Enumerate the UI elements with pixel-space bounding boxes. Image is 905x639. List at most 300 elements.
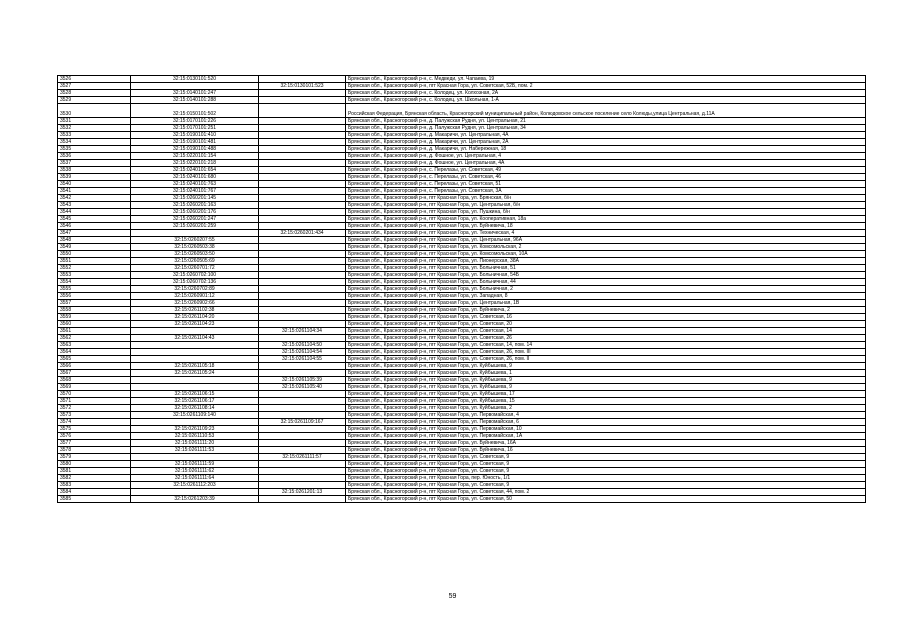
row-number-cell: 3569 xyxy=(58,384,131,391)
table-row xyxy=(58,104,866,118)
address-cell: Брянская обл., Красногорский р-н, пгт Красная Гора, ул. Куйбышева, 9 xyxy=(346,363,866,370)
cadastral-number-cell: 32:15:0261112:203 xyxy=(131,482,259,489)
cadastral-number-cell: 32:15:0130101:520 xyxy=(131,76,259,83)
row-number-cell: 3570 xyxy=(58,391,131,398)
row-number-cell: 3536 xyxy=(58,153,131,160)
table-row xyxy=(58,468,866,475)
cadastral-number-secondary-cell: 32:15:0261105:39 xyxy=(259,377,346,384)
row-number-cell: 3542 xyxy=(58,195,131,202)
row-number-cell: 3562 xyxy=(58,335,131,342)
row-number-cell: 3578 xyxy=(58,447,131,454)
cadastral-number-cell: 32:15:0261109:140 xyxy=(131,412,259,419)
cadastral-number-secondary-cell xyxy=(259,90,346,97)
row-number-cell: 3556 xyxy=(58,293,131,300)
address-cell: Брянская обл., Красногорский р-н, д. Макаричи, ул. Набережная, 18 xyxy=(346,146,866,153)
cadastral-number-cell: 32:15:0220101:218 xyxy=(131,160,259,167)
table-row xyxy=(58,412,866,419)
cadastral-number-cell xyxy=(131,349,259,356)
row-number-cell: 3571 xyxy=(58,398,131,405)
row-number-cell: 3560 xyxy=(58,321,131,328)
row-number-cell: 3565 xyxy=(58,356,131,363)
cadastral-number-secondary-cell xyxy=(259,433,346,440)
row-number-cell: 3527 xyxy=(58,83,131,90)
address-cell: Брянская обл., Красногорский р-н, пгт Красная Гора, ул. Кооперативная, 18а xyxy=(346,216,866,223)
table-row xyxy=(58,433,866,440)
table-row xyxy=(58,426,866,433)
cadastral-number-cell: 32:15:0261104:43 xyxy=(131,335,259,342)
row-number-cell: 3555 xyxy=(58,286,131,293)
cadastral-number-cell: 32:15:0260201:163 xyxy=(131,202,259,209)
address-cell: Брянская обл., Красногорский р-н, пгт Красная Гора, ул. Первомайская, 6 xyxy=(346,419,866,426)
address-cell: Российская Федерация, Брянская область, Красногорский муниципальный район, Колюдовское сельское поселение село Колюды,улица Центральная, д.11А xyxy=(346,104,866,118)
cadastral-number-secondary-cell xyxy=(259,363,346,370)
cadastral-number-cell xyxy=(131,454,259,461)
cadastral-number-cell: 32:15:0240101:680 xyxy=(131,174,259,181)
table-row xyxy=(58,265,866,272)
row-number-cell: 3547 xyxy=(58,230,131,237)
table-row xyxy=(58,125,866,132)
table-row xyxy=(58,202,866,209)
table-row xyxy=(58,230,866,237)
table-row xyxy=(58,489,866,496)
page-number: 59 xyxy=(448,593,457,600)
cadastral-number-cell: 32:15:0260201:145 xyxy=(131,195,259,202)
row-number-cell: 3540 xyxy=(58,181,131,188)
address-cell: Брянская обл., Красногорский р-н, пгт Красная Гора, ул. Советская, 9 xyxy=(346,461,866,468)
row-number-cell: 3572 xyxy=(58,405,131,412)
cadastral-number-secondary-cell xyxy=(259,307,346,314)
cadastral-number-cell: 32:15:0150101:502 xyxy=(131,104,259,118)
cadastral-number-secondary-cell xyxy=(259,167,346,174)
address-cell: Брянская обл., Красногорский р-н, пгт Красная Гора, ул. Советская, 9 xyxy=(346,468,866,475)
address-cell: Брянская обл., Красногорский р-н, пгт Красная Гора, пер. Юность, 1/1 xyxy=(346,475,866,482)
table-row xyxy=(58,475,866,482)
address-cell: Брянская обл., Красногорский р-н, пгт Красная Гора, ул. Куйбышева, 17 xyxy=(346,391,866,398)
address-cell: Брянская обл., Красногорский р-н, пгт Красная Гора, ул. Буйневича, 2 xyxy=(346,307,866,314)
cadastral-number-secondary-cell xyxy=(259,160,346,167)
cadastral-number-secondary-cell xyxy=(259,300,346,307)
cadastral-number-cell: 32:15:0190101:410 xyxy=(131,132,259,139)
address-cell: Брянская обл., Красногорский р-н, пгт Красная Гора, ул. Центральная, 1В xyxy=(346,300,866,307)
address-cell: Брянская обл., Красногорский р-н, пгт Красная Гора, ул. Больничная, 44 xyxy=(346,279,866,286)
table-row xyxy=(58,181,866,188)
row-number-cell: 3579 xyxy=(58,454,131,461)
cadastral-number-cell: 32:15:0261106:15 xyxy=(131,391,259,398)
table-row xyxy=(58,384,866,391)
address-cell: Брянская обл., Красногорский р-н, с. Медведи, ул. Чапаева, 19 xyxy=(346,76,866,83)
cadastral-number-secondary-cell xyxy=(259,181,346,188)
table-row xyxy=(58,174,866,181)
table-row xyxy=(58,286,866,293)
row-number-cell: 3577 xyxy=(58,440,131,447)
row-number-cell: 3561 xyxy=(58,328,131,335)
cadastral-number-secondary-cell xyxy=(259,405,346,412)
address-cell: Брянская обл., Красногорский р-н, пгт Красная Гора, ул. Советская, 50 xyxy=(346,496,866,503)
cadastral-number-cell xyxy=(131,83,259,90)
cadastral-number-secondary-cell xyxy=(259,209,346,216)
cadastral-number-cell: 32:15:0260505:69 xyxy=(131,258,259,265)
cadastral-number-cell: 32:15:0140101:247 xyxy=(131,90,259,97)
cadastral-number-cell xyxy=(131,489,259,496)
table-row xyxy=(58,118,866,125)
cadastral-number-cell: 32:15:0190101:481 xyxy=(131,139,259,146)
address-cell: Брянская обл., Красногорский р-н, д. Фошное, ул. Центральная, 4А xyxy=(346,160,866,167)
cadastral-number-cell: 32:15:0240101:767 xyxy=(131,188,259,195)
table-row xyxy=(58,76,866,83)
address-cell: Брянская обл., Красногорский р-н, д. Макаричи, ул. Центральная, 4А xyxy=(346,132,866,139)
row-number-cell: 3563 xyxy=(58,342,131,349)
address-cell: Брянская обл., Красногорский р-н, пгт Красная Гора, ул. Советская, 9 xyxy=(346,454,866,461)
cadastral-number-secondary-cell xyxy=(259,195,346,202)
row-number-cell: 3532 xyxy=(58,125,131,132)
address-cell: Брянская обл., Красногорский р-н, пгт Красная Гора, ул. Первомайская, 1А xyxy=(346,433,866,440)
table-row xyxy=(58,153,866,160)
cadastral-number-cell: 32:15:0260901:12 xyxy=(131,293,259,300)
cadastral-number-secondary-cell xyxy=(259,426,346,433)
cadastral-number-secondary-cell: 32:15:0261104:55 xyxy=(259,356,346,363)
cadastral-number-secondary-cell xyxy=(259,398,346,405)
table-row xyxy=(58,447,866,454)
table-row xyxy=(58,209,866,216)
table-row xyxy=(58,272,866,279)
table-row xyxy=(58,139,866,146)
cadastral-number-cell xyxy=(131,230,259,237)
cadastral-number-cell: 32:15:0261110:53 xyxy=(131,433,259,440)
cadastral-number-cell xyxy=(131,328,259,335)
address-cell: Брянская обл., Красногорский р-н, д. Макаричи, ул. Центральная, 2А xyxy=(346,139,866,146)
row-number-cell: 3530 xyxy=(58,104,131,118)
row-number-cell: 3581 xyxy=(58,468,131,475)
address-cell: Брянская обл., Красногорский р-н, д. Палужская Рудня, ул. Центральная, 21 xyxy=(346,118,866,125)
address-cell: Брянская обл., Красногорский р-н, с. Перелазы, ул. Советская, 51 xyxy=(346,181,866,188)
row-number-cell: 3582 xyxy=(58,475,131,482)
cadastral-number-secondary-cell xyxy=(259,370,346,377)
cadastral-number-cell: 32:15:0260503:38 xyxy=(131,244,259,251)
cadastral-number-secondary-cell xyxy=(259,223,346,230)
row-number-cell: 3528 xyxy=(58,90,131,97)
table-row xyxy=(58,223,866,230)
table-row xyxy=(58,216,866,223)
cadastral-number-secondary-cell xyxy=(259,258,346,265)
table-row xyxy=(58,496,866,503)
cadastral-number-secondary-cell xyxy=(259,76,346,83)
cadastral-number-secondary-cell xyxy=(259,321,346,328)
cadastral-number-secondary-cell xyxy=(259,272,346,279)
address-cell: Брянская обл., Красногорский р-н, пгт Красная Гора, ул. Советская, 26, пом. III xyxy=(346,349,866,356)
table-row xyxy=(58,90,866,97)
cadastral-number-secondary-cell xyxy=(259,244,346,251)
row-number-cell: 3544 xyxy=(58,209,131,216)
address-cell: Брянская обл., Красногорский р-н, пгт Красная Гора, ул. Больничная, 54Б xyxy=(346,272,866,279)
cadastral-number-secondary-cell xyxy=(259,202,346,209)
table-row xyxy=(58,328,866,335)
cadastral-number-cell: 32:15:0140101:288 xyxy=(131,97,259,104)
cadastral-number-secondary-cell: 32:15:0130101:523 xyxy=(259,83,346,90)
address-cell: Брянская обл., Красногорский р-н, пгт Красная Гора, ул. Советская, 14, пом. 14 xyxy=(346,342,866,349)
row-number-cell: 3580 xyxy=(58,461,131,468)
address-cell: Брянская обл., Красногорский р-н, с. Перелазы, ул. Советская, 46 xyxy=(346,174,866,181)
cadastral-number-cell: 32:15:0261105:24 xyxy=(131,370,259,377)
table-row xyxy=(58,160,866,167)
cadastral-number-cell: 32:15:0261111:53 xyxy=(131,447,259,454)
row-number-cell: 3559 xyxy=(58,314,131,321)
cadastral-number-secondary-cell xyxy=(259,97,346,104)
table-row xyxy=(58,349,866,356)
row-number-cell: 3557 xyxy=(58,300,131,307)
address-cell: Брянская обл., Красногорский р-н, пгт Красная Гора, ул. Техническая, 4 xyxy=(346,230,866,237)
row-number-cell: 3566 xyxy=(58,363,131,370)
table-row xyxy=(58,405,866,412)
table-row xyxy=(58,370,866,377)
row-number-cell: 3550 xyxy=(58,251,131,258)
cadastral-number-cell: 32:15:0261105:18 xyxy=(131,363,259,370)
address-cell: Брянская обл., Красногорский р-н, пгт Красная Гора, ул. Советская, 14 xyxy=(346,328,866,335)
address-cell: Брянская обл., Красногорский р-н, пгт Красная Гора, ул. Центральная, б/н xyxy=(346,202,866,209)
cadastral-number-secondary-cell xyxy=(259,104,346,118)
cadastral-number-cell: 32:15:0261203:39 xyxy=(131,496,259,503)
row-number-cell: 3526 xyxy=(58,76,131,83)
address-cell: Брянская обл., Красногорский р-н, пгт Красная Гора, ул. Советская, 52Б, пом. 2 xyxy=(346,83,866,90)
row-number-cell: 3537 xyxy=(58,160,131,167)
cadastral-number-secondary-cell xyxy=(259,412,346,419)
table-row xyxy=(58,146,866,153)
cadastral-number-cell xyxy=(131,384,259,391)
cadastral-number-cell: 32:15:0190101:488 xyxy=(131,146,259,153)
cadastral-number-secondary-cell xyxy=(259,251,346,258)
table-row xyxy=(58,300,866,307)
cadastral-number-cell: 32:15:0261111:20 xyxy=(131,440,259,447)
table-row xyxy=(58,342,866,349)
row-number-cell: 3584 xyxy=(58,489,131,496)
cadastral-number-cell: 32:15:0261109:23 xyxy=(131,426,259,433)
address-cell: Брянская обл., Красногорский р-н, пгт Красная Гора, ул. Куйбышева, 9 xyxy=(346,377,866,384)
cadastral-number-secondary-cell xyxy=(259,132,346,139)
address-cell: Брянская обл., Красногорский р-н, пгт Красная Гора, ул. Комсомольская, 2 xyxy=(346,244,866,251)
address-cell: Брянская обл., Красногорский р-н, пгт Красная Гора, ул. Больничная, 51 xyxy=(346,265,866,272)
table-row xyxy=(58,251,866,258)
cadastral-number-secondary-cell: 32:15:0261109:167 xyxy=(259,419,346,426)
row-number-cell: 3583 xyxy=(58,482,131,489)
address-cell: Брянская обл., Красногорский р-н, с. Перелазы, ул. Советская, 3А xyxy=(346,188,866,195)
row-number-cell: 3574 xyxy=(58,419,131,426)
cadastral-number-cell: 32:15:0240101:763 xyxy=(131,181,259,188)
cadastral-number-cell: 32:15:0261111:59 xyxy=(131,461,259,468)
table-row xyxy=(58,335,866,342)
cadastral-number-secondary-cell: 32:15:0261104:54 xyxy=(259,349,346,356)
table-row xyxy=(58,440,866,447)
cadastral-number-secondary-cell xyxy=(259,391,346,398)
table-row xyxy=(58,97,866,104)
table-row xyxy=(58,398,866,405)
cadastral-number-secondary-cell: 32:15:0261104:50 xyxy=(259,342,346,349)
cadastral-number-secondary-cell xyxy=(259,125,346,132)
address-cell: Брянская обл., Красногорский р-н, пгт Красная Гора, ул. Комсомольская, 10А xyxy=(346,251,866,258)
cadastral-number-secondary-cell xyxy=(259,314,346,321)
row-number-cell: 3551 xyxy=(58,258,131,265)
cadastral-number-cell: 32:15:0261102:38 xyxy=(131,307,259,314)
address-cell: Брянская обл., Красногорский р-н, с. Колодец, ул. Школьная, 1-А xyxy=(346,97,866,104)
cadastral-number-cell: 32:15:0261104:20 xyxy=(131,314,259,321)
address-cell: Брянская обл., Красногорский р-н, пгт Красная Гора, ул. Советская, 26, пом. II xyxy=(346,356,866,363)
row-number-cell: 3558 xyxy=(58,307,131,314)
cadastral-number-cell xyxy=(131,377,259,384)
address-cell: Брянская обл., Красногорский р-н, пгт Красная Гора, ул. Первомайская, 10 xyxy=(346,426,866,433)
cadastral-number-secondary-cell xyxy=(259,118,346,125)
table-row xyxy=(58,188,866,195)
row-number-cell: 3575 xyxy=(58,426,131,433)
table-row xyxy=(58,482,866,489)
cadastral-number-secondary-cell xyxy=(259,286,346,293)
row-number-cell: 3553 xyxy=(58,272,131,279)
table-row xyxy=(58,356,866,363)
address-cell: Брянская обл., Красногорский р-н, пгт Красная Гора, ул. Первомайская, 4 xyxy=(346,412,866,419)
cadastral-number-secondary-cell xyxy=(259,496,346,503)
address-cell: Брянская обл., Красногорский р-н, пгт Красная Гора, ул. Пушкина, б/н xyxy=(346,209,866,216)
cadastral-number-cell: 32:15:0261108:14 xyxy=(131,405,259,412)
address-cell: Брянская обл., Красногорский р-н, пгт Красная Гора, ул. Центральная, 96А xyxy=(346,237,866,244)
cadastral-number-cell: 32:15:0261106:17 xyxy=(131,398,259,405)
row-number-cell: 3567 xyxy=(58,370,131,377)
address-cell: Брянская обл., Красногорский р-н, пгт Красная Гора, ул. Советская, 9 xyxy=(346,482,866,489)
cadastral-number-secondary-cell: 32:15:0261104:34 xyxy=(259,328,346,335)
cadastral-number-secondary-cell xyxy=(259,482,346,489)
register-table-body xyxy=(58,76,866,503)
cadastral-number-secondary-cell xyxy=(259,216,346,223)
row-number-cell: 3538 xyxy=(58,167,131,174)
cadastral-number-cell: 32:15:0260702:136 xyxy=(131,279,259,286)
row-number-cell: 3548 xyxy=(58,237,131,244)
cadastral-number-secondary-cell xyxy=(259,468,346,475)
address-cell: Брянская обл., Красногорский р-н, пгт Красная Гора, ул. Буйневича, 18 xyxy=(346,223,866,230)
cadastral-number-cell: 32:15:0260503:50 xyxy=(131,251,259,258)
row-number-cell: 3573 xyxy=(58,412,131,419)
cadastral-number-secondary-cell: 32:15:0261111:57 xyxy=(259,454,346,461)
cadastral-number-cell xyxy=(131,356,259,363)
cadastral-number-cell: 32:15:0260207:55 xyxy=(131,237,259,244)
address-cell: Брянская обл., Красногорский р-н, пгт Красная Гора, ул. Советская, 44, пом. 2 xyxy=(346,489,866,496)
row-number-cell: 3552 xyxy=(58,265,131,272)
cadastral-number-cell: 32:15:0260702:100 xyxy=(131,272,259,279)
row-number-cell: 3539 xyxy=(58,174,131,181)
cadastral-number-cell xyxy=(131,342,259,349)
table-row xyxy=(58,454,866,461)
cadastral-number-cell: 32:15:0260702:89 xyxy=(131,286,259,293)
address-cell: Брянская обл., Красногорский р-н, пгт Красная Гора, ул. Куйбышева, 15 xyxy=(346,398,866,405)
cadastral-number-secondary-cell xyxy=(259,279,346,286)
cadastral-number-secondary-cell xyxy=(259,174,346,181)
cadastral-number-cell: 32:15:0260701:72 xyxy=(131,265,259,272)
address-cell: Брянская обл., Красногорский р-н, д. Палужская Рудня, ул. Центральная, 34 xyxy=(346,125,866,132)
address-cell: Брянская обл., Красногорский р-н, пгт Красная Гора, ул. Советская, 20 xyxy=(346,321,866,328)
cadastral-number-secondary-cell xyxy=(259,293,346,300)
cadastral-number-secondary-cell xyxy=(259,188,346,195)
table-row xyxy=(58,363,866,370)
row-number-cell: 3543 xyxy=(58,202,131,209)
table-row xyxy=(58,167,866,174)
cadastral-number-secondary-cell: 32:15:0261201:13 xyxy=(259,489,346,496)
address-cell: Брянская обл., Красногорский р-н, с. Колодец, ул. Колхозная, 2А xyxy=(346,90,866,97)
table-row xyxy=(58,314,866,321)
cadastral-number-secondary-cell xyxy=(259,265,346,272)
table-row xyxy=(58,132,866,139)
table-row xyxy=(58,419,866,426)
row-number-cell: 3546 xyxy=(58,223,131,230)
address-cell: Брянская обл., Красногорский р-н, пгт Красная Гора, ул. Западная, 8 xyxy=(346,293,866,300)
table-row xyxy=(58,293,866,300)
row-number-cell: 3545 xyxy=(58,216,131,223)
cadastral-number-cell xyxy=(131,419,259,426)
cadastral-number-secondary-cell xyxy=(259,146,346,153)
cadastral-number-cell: 32:15:0260201:247 xyxy=(131,216,259,223)
cadastral-number-cell: 32:15:0260201:176 xyxy=(131,209,259,216)
cadastral-number-secondary-cell xyxy=(259,475,346,482)
row-number-cell: 3535 xyxy=(58,146,131,153)
address-cell: Брянская обл., Красногорский р-н, с. Перелазы, ул. Советская, 49 xyxy=(346,167,866,174)
row-number-cell: 3541 xyxy=(58,188,131,195)
row-number-cell: 3531 xyxy=(58,118,131,125)
row-number-cell: 3568 xyxy=(58,377,131,384)
cadastral-number-cell: 32:15:0220101:154 xyxy=(131,153,259,160)
address-cell: Брянская обл., Красногорский р-н, пгт Красная Гора, ул. Куйбышева, 2 xyxy=(346,405,866,412)
table-row xyxy=(58,237,866,244)
address-cell: Брянская обл., Красногорский р-н, пгт Красная Гора, ул. Советская, 16 xyxy=(346,314,866,321)
cadastral-number-secondary-cell: 32:15:0260201:434 xyxy=(259,230,346,237)
address-cell: Брянская обл., Красногорский р-н, пгт Красная Гора, ул. Советская, 26 xyxy=(346,335,866,342)
cadastral-number-secondary-cell xyxy=(259,153,346,160)
table-row xyxy=(58,321,866,328)
cadastral-number-secondary-cell xyxy=(259,461,346,468)
table-row xyxy=(58,307,866,314)
cadastral-number-cell: 32:15:0260902:66 xyxy=(131,300,259,307)
cadastral-number-cell: 32:15:0261104:23 xyxy=(131,321,259,328)
address-cell: Брянская обл., Красногорский р-н, д. Фошное, ул. Центральная, 4 xyxy=(346,153,866,160)
address-cell: Брянская обл., Красногорский р-н, пгт Красная Гора, ул. Куйбышева, 9 xyxy=(346,384,866,391)
table-row xyxy=(58,83,866,90)
row-number-cell: 3554 xyxy=(58,279,131,286)
cadastral-number-secondary-cell xyxy=(259,335,346,342)
row-number-cell: 3533 xyxy=(58,132,131,139)
row-number-cell: 3564 xyxy=(58,349,131,356)
cadastral-number-cell: 32:15:0261111:64 xyxy=(131,475,259,482)
cadastral-number-secondary-cell xyxy=(259,447,346,454)
cadastral-number-secondary-cell xyxy=(259,237,346,244)
row-number-cell: 3585 xyxy=(58,496,131,503)
cadastral-number-cell: 32:15:0260201:259 xyxy=(131,223,259,230)
address-cell: Брянская обл., Красногорский р-н, пгт Красная Гора, ул. Буйневича, 16А xyxy=(346,440,866,447)
table-row xyxy=(58,258,866,265)
row-number-cell: 3549 xyxy=(58,244,131,251)
cadastral-number-cell: 32:15:0170101:251 xyxy=(131,125,259,132)
table-row xyxy=(58,391,866,398)
table-row xyxy=(58,461,866,468)
address-cell: Брянская обл., Красногорский р-н, пгт Красная Гора, ул. Буйневича, 16 xyxy=(346,447,866,454)
table-row xyxy=(58,279,866,286)
table-row xyxy=(58,377,866,384)
table-row xyxy=(58,195,866,202)
cadastral-number-cell: 32:15:0261111:62 xyxy=(131,468,259,475)
cadastral-number-secondary-cell: 32:15:0261105:40 xyxy=(259,384,346,391)
cadastral-number-cell: 32:15:0240101:654 xyxy=(131,167,259,174)
row-number-cell: 3534 xyxy=(58,139,131,146)
address-cell: Брянская обл., Красногорский р-н, пгт Красная Гора, ул. Брянская, б/н xyxy=(346,195,866,202)
row-number-cell: 3576 xyxy=(58,433,131,440)
address-cell: Брянская обл., Красногорский р-н, пгт Красная Гора, ул. Пионерская, 38А xyxy=(346,258,866,265)
address-cell: Брянская обл., Красногорский р-н, пгт Красная Гора, ул. Больничная, 2 xyxy=(346,286,866,293)
cadastral-number-secondary-cell xyxy=(259,440,346,447)
table-row xyxy=(58,244,866,251)
cadastral-number-secondary-cell xyxy=(259,139,346,146)
address-cell: Брянская обл., Красногорский р-н, пгт Красная Гора, ул. Куйбышева, 1 xyxy=(346,370,866,377)
